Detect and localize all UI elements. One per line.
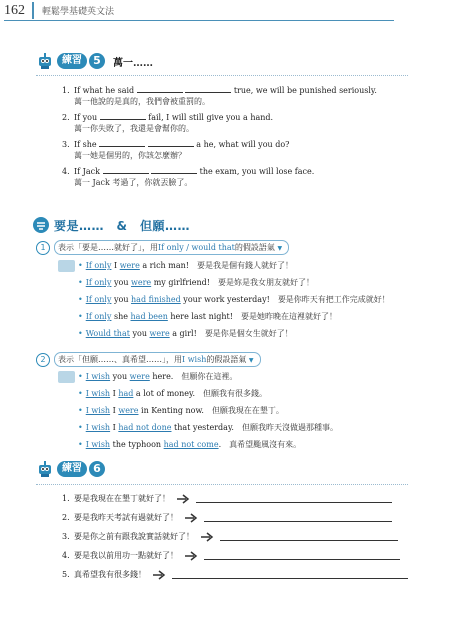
example-2-4: • I wish I had not done that yesterday. 但願我昨天沒做過那種事。 <box>78 423 338 432</box>
exercise-6-item-1: 1. 要是我現在在墾丁就好了！ <box>62 493 392 504</box>
example-2-3: • I wish I were in Kenting now. 但願我現在在墾丁。 <box>78 406 284 415</box>
example-1-5: • Would that you were a girl! 要是你是個女生就好了！ <box>78 329 293 338</box>
chevron-down-icon: ▼ <box>248 357 254 364</box>
dotted-divider <box>36 75 408 76</box>
answer-line[interactable] <box>204 513 392 522</box>
answer-blank[interactable] <box>99 138 145 147</box>
section-header <box>32 216 190 234</box>
dotted-divider <box>36 484 408 485</box>
exercise-5-header <box>36 52 153 70</box>
exercise-5-item-2: 2. If you fail, I will still give you a hand. 萬一你失敗了，我還是會幫你的。 <box>62 113 274 133</box>
rule-number: 2 <box>36 353 50 367</box>
example-1-4: • If only she had been here last night! 要是她昨晚在這裡就好了！ <box>78 312 337 321</box>
arrow-right-icon <box>152 570 166 580</box>
header-rule <box>4 20 394 21</box>
answer-line[interactable] <box>204 551 400 560</box>
answer-blank[interactable] <box>103 165 149 174</box>
example-2-2: • I wish I had a lot of money. 但願我有很多錢。 <box>78 389 267 398</box>
exercise-6-item-3: 3. 要是你之前有跟我說實話就好了！ <box>62 531 398 542</box>
answer-line[interactable] <box>220 532 398 541</box>
example-icon <box>58 371 75 383</box>
exercise-number: 5 <box>89 53 105 69</box>
answer-line[interactable] <box>196 494 392 503</box>
example-1-2: • If only you were my girlfriend! 要是妳是我女朋友就好了！ <box>78 278 314 287</box>
example-2-5: • I wish the typhoon had not come. 真希望颱風沒有來。 <box>78 440 302 449</box>
answer-blank[interactable] <box>151 165 197 174</box>
rule-1 <box>36 240 289 255</box>
arrow-right-icon <box>176 494 190 504</box>
robot-icon <box>36 52 54 70</box>
chevron-down-icon: ▼ <box>277 245 283 252</box>
rule-number: 1 <box>36 241 50 255</box>
exercise-6-item-5: 5. 真希望我有很多錢！ <box>62 569 408 580</box>
answer-blank[interactable] <box>137 84 183 93</box>
exercise-title: 萬一…… <box>113 57 153 69</box>
arrow-right-icon <box>184 513 198 523</box>
section-bullet-icon <box>32 216 50 234</box>
answer-blank[interactable] <box>100 111 146 120</box>
section-title: 要是…… & 但願…… <box>54 218 190 233</box>
example-1-3: • If only you had finished your work yesterday! 要是你昨天有把工作完成就好！ <box>78 295 390 304</box>
exercise-6-item-4: 4. 要是我以前用功一點就好了！ <box>62 550 400 561</box>
arrow-right-icon <box>184 551 198 561</box>
answer-line[interactable] <box>172 570 408 579</box>
example-2-1: • I wish you were here. 但願你在這裡。 <box>78 372 238 381</box>
robot-icon <box>36 460 54 478</box>
exercise-5-item-3: 3. If she a he, what will you do? 萬一她是個男的，你該怎麼辦？ <box>62 140 290 160</box>
exercise-badge: 練習 <box>57 53 87 69</box>
exercise-badge: 練習 <box>57 461 87 477</box>
example-1-1: • If only I were a rich man! 要是我是個有錢人就好了！ <box>78 261 293 270</box>
exercise-number: 6 <box>89 461 105 477</box>
rule-text: 表示「但願……、真希望……」，用I wish的假設語氣 ▼ <box>54 352 261 367</box>
answer-blank[interactable] <box>185 84 231 93</box>
arrow-right-icon <box>200 532 214 542</box>
header-divider-bar <box>32 2 34 19</box>
page-number: 162 <box>4 3 25 18</box>
exercise-6-item-2: 2. 要是我昨天考試有過就好了！ <box>62 512 392 523</box>
rule-2 <box>36 352 261 367</box>
exercise-6-header <box>36 460 105 478</box>
exercise-5-item-4: 4. If Jack the exam, you will lose face. 萬一 Jack 考過了，你就丟臉了。 <box>62 167 315 187</box>
exercise-5-item-1: 1. If what he said true, we will be punished seriously. 萬一他說的是真的，我們會被重罰的。 <box>62 86 377 106</box>
answer-blank[interactable] <box>148 138 194 147</box>
running-title: 輕鬆學基礎英文法 <box>42 7 115 17</box>
example-icon <box>58 260 75 272</box>
rule-text: 表示「要是……就好了」，用If only / would that的假設語氣 ▼ <box>54 240 289 255</box>
